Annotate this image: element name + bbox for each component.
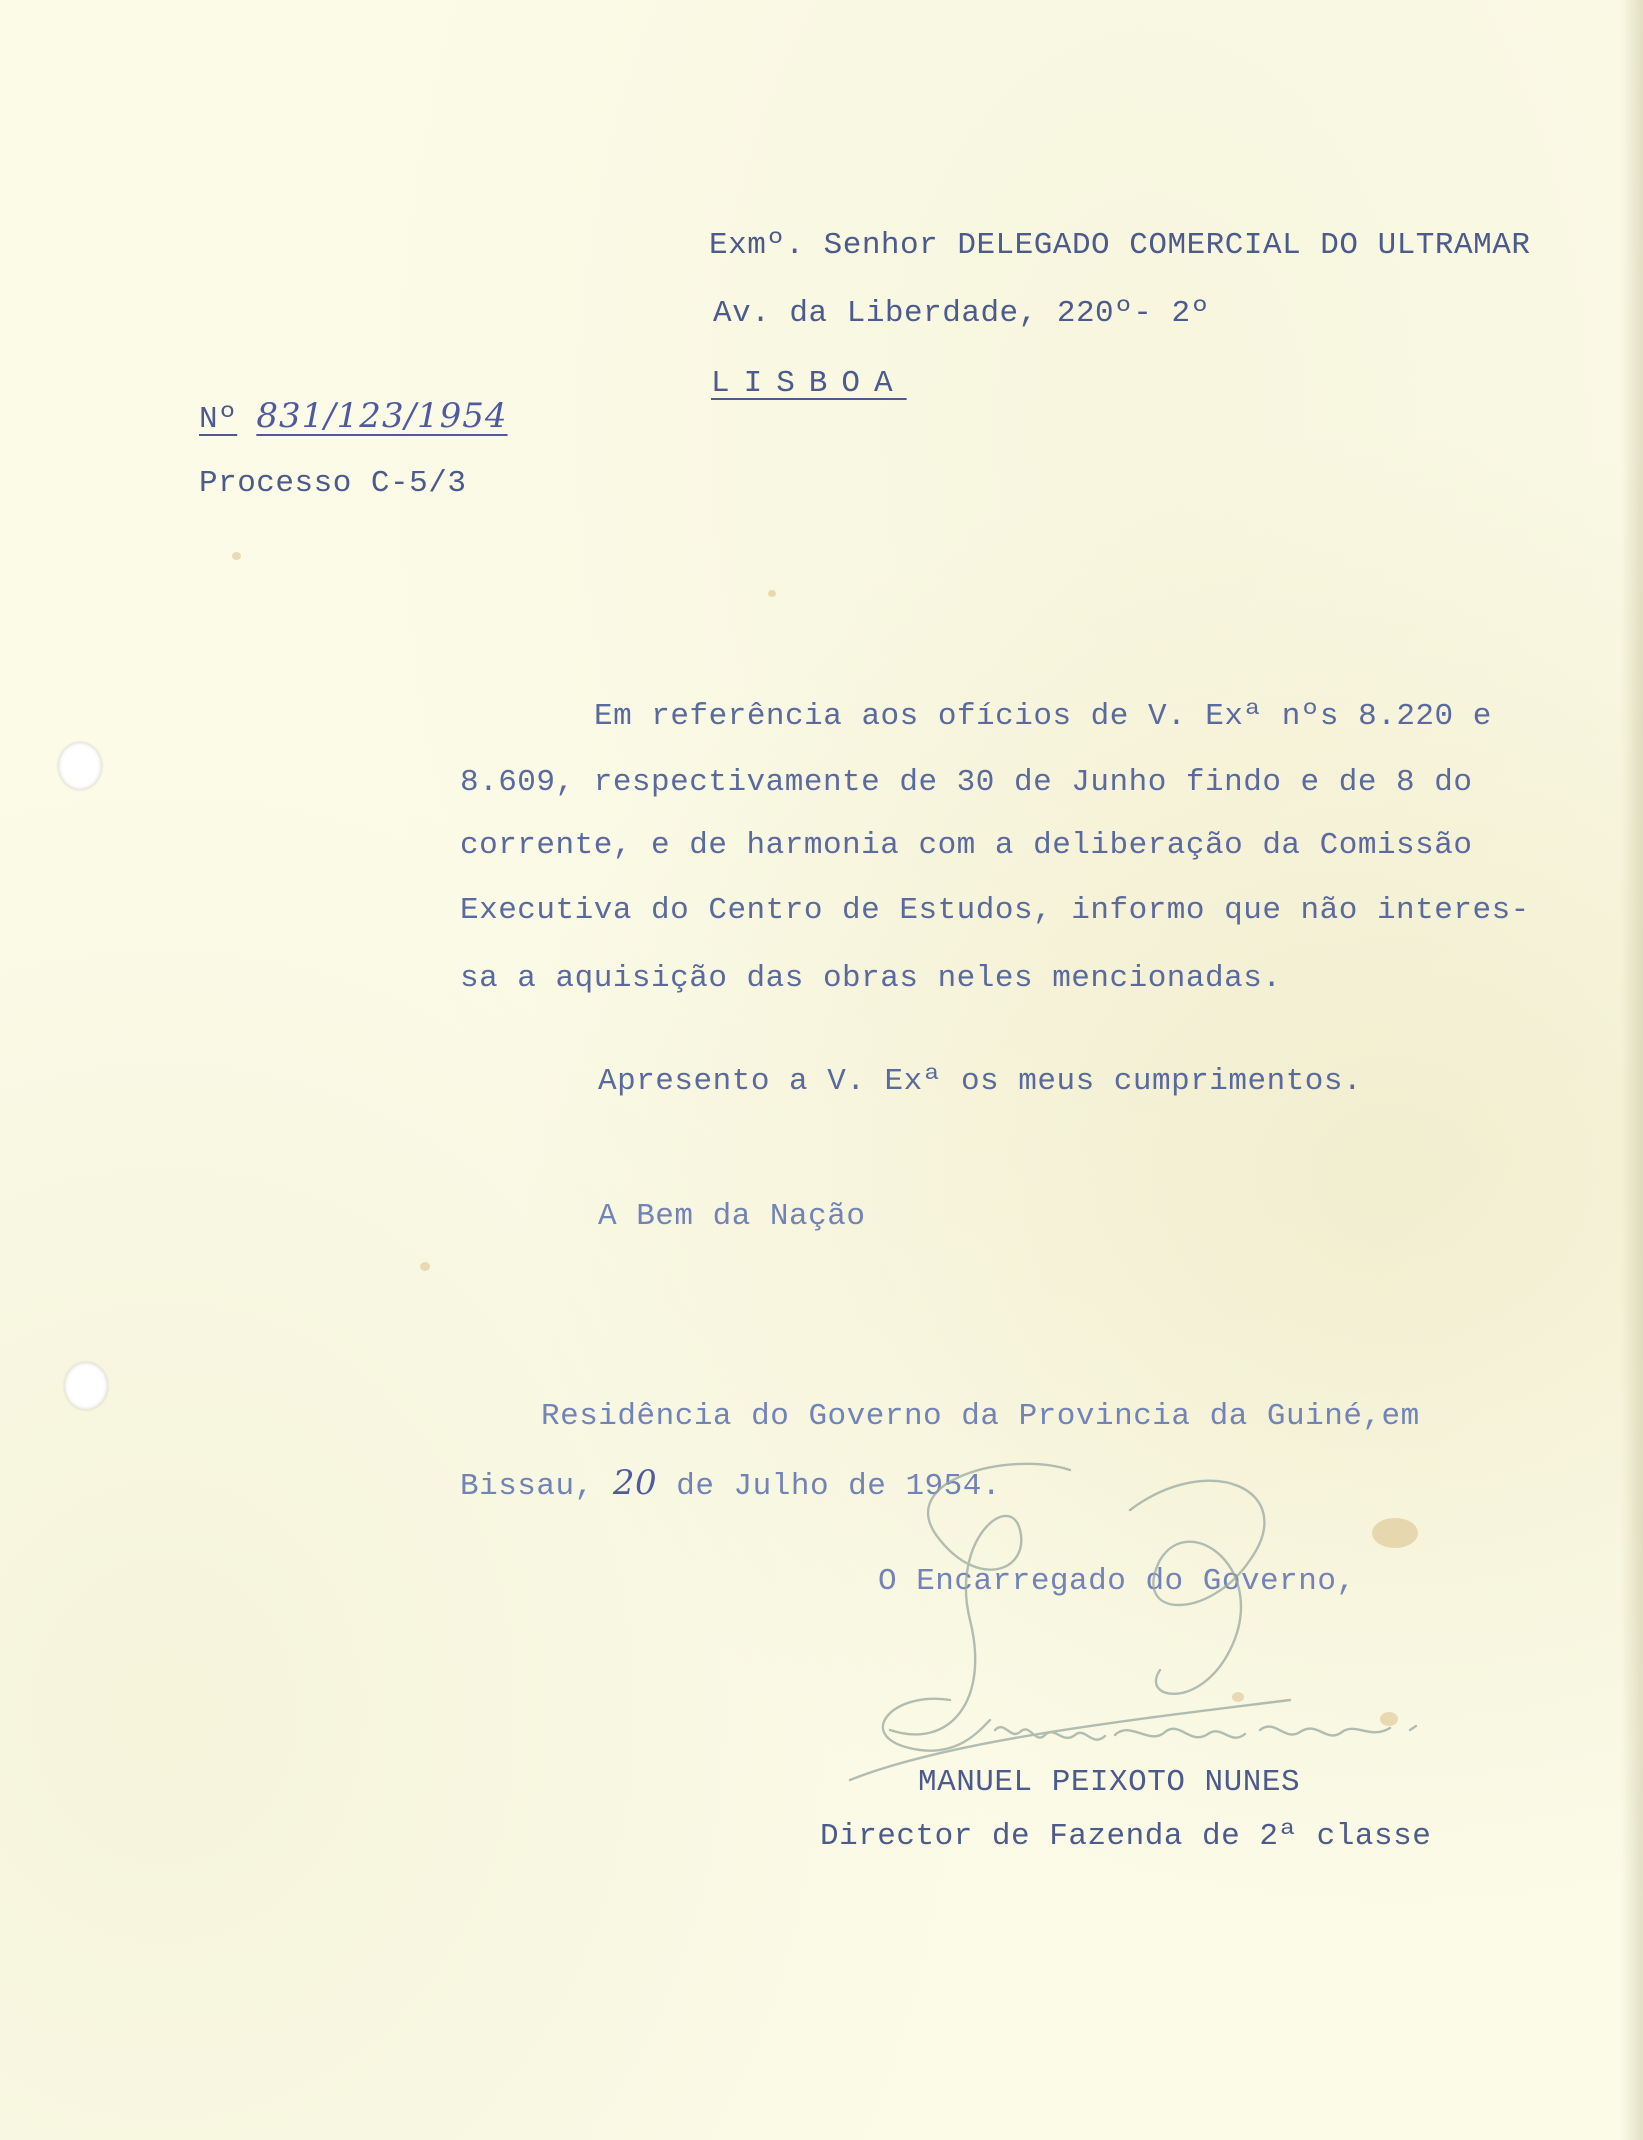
reference-number-prefix: Nº (199, 402, 238, 437)
punch-hole-top (58, 742, 102, 790)
place-date-line-2 (460, 1463, 1001, 1507)
recipient-city: LISBOA (711, 366, 907, 401)
paragraph-line-2: 8.609, respectivamente de 30 de Junho findo e de 8 do (460, 765, 1473, 800)
signatory-role: O Encarregado do Governo, (878, 1564, 1356, 1599)
foxing-stain (1372, 1518, 1418, 1548)
foxing-stain (420, 1262, 430, 1271)
foxing-stain (232, 552, 241, 560)
paragraph-line-3: corrente, e de harmonia com a deliberação da Comissão (460, 828, 1473, 863)
punch-hole-bottom (64, 1362, 108, 1410)
date-rest: de Julho de 1954. (676, 1469, 1001, 1504)
date-day-handwritten: 20 (612, 1463, 658, 1503)
place-line-1: Residência do Governo da Provincia da Guiné,em (541, 1399, 1420, 1434)
signatory-name: MANUEL PEIXOTO NUNES (918, 1765, 1301, 1800)
foxing-stain (768, 590, 776, 597)
recipient-line-1: Exmº. Senhor DELEGADO COMERCIAL DO ULTRAMAR (709, 228, 1531, 263)
paragraph-line-5: sa a aquisição das obras neles mencionadas. (460, 961, 1282, 996)
paragraph-line-4: Executiva do Centro de Estudos, informo que não interes- (460, 893, 1530, 928)
paragraph-line-1: Em referência aos ofícios de V. Exª nºs 8.220 e (594, 699, 1492, 734)
recipient-line-2: Av. da Liberdade, 220º- 2º (713, 296, 1210, 331)
foxing-stain (1380, 1712, 1398, 1726)
foxing-stain (1232, 1692, 1244, 1702)
signatory-title: Director de Fazenda de 2ª classe (820, 1819, 1432, 1854)
reference-number-handwritten: 831/123/1954 (256, 396, 508, 436)
process-reference: Processo C-5/3 (199, 466, 467, 501)
reference-number (199, 396, 508, 440)
closing: A Bem da Nação (598, 1199, 866, 1234)
place-city: Bissau, (460, 1469, 594, 1504)
greeting: Apresento a V. Exª os meus cumprimentos. (598, 1064, 1363, 1099)
paper-edge-shadow (1621, 0, 1643, 2140)
